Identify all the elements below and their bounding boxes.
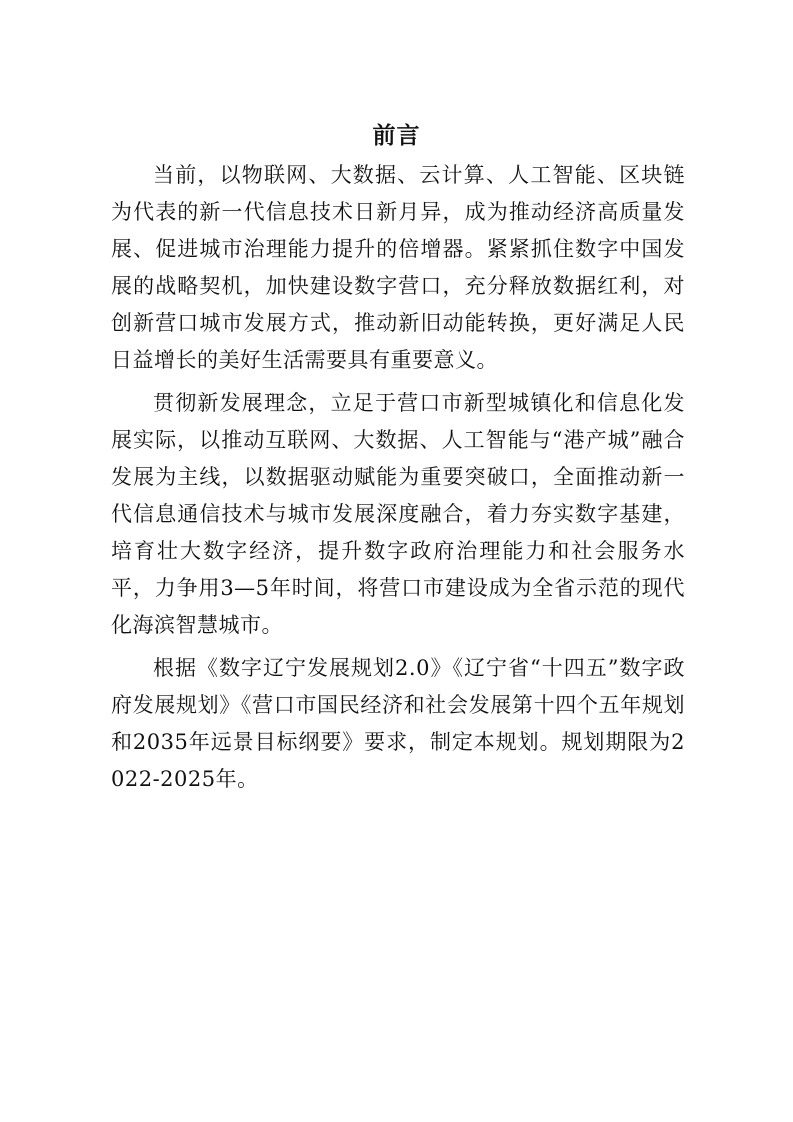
- document-body: [111, 157, 685, 804]
- paragraph-1: 当前，以物联网、大数据、云计算、人工智能、区块链为代表的新一代信息技术日新月异，成为推动经济高质量发展、促进城市治理能力提升的倍增器。紧紧抓住数字中国发展的战略契机，加快建设数字营口，充分释放数据红利，对创新营口城市发展方式，推动新旧动能转换，更好满足人民日益增长的美好生活需要具有重要意义。: [111, 163, 685, 372]
- page-title: 前言: [372, 123, 421, 149]
- paragraph-2: 贯彻新发展理念，立足于营口市新型城镇化和信息化发展实际，以推动互联网、大数据、人工智能与“港产城”融合发展为主线，以数据驱动赋能为重要突破口，全面推动新一代信息通信技术与城市发展深度融合，着力夯实数字基建，培育壮大数字经济，提升数字政府治理能力和社会服务水平，力争用3—5年时间，将营口市建设成为全省示范的现代化海滨智慧城市。: [111, 391, 685, 637]
- paragraph-3: 根据《数字辽宁发展规划2.0》《辽宁省“十四五”数字政府发展规划》《营口市国民经济和社会发展第十四个五年规划和2035年远景目标纲要》要求，制定本规划。规划期限为2022-2025年。: [111, 656, 685, 791]
